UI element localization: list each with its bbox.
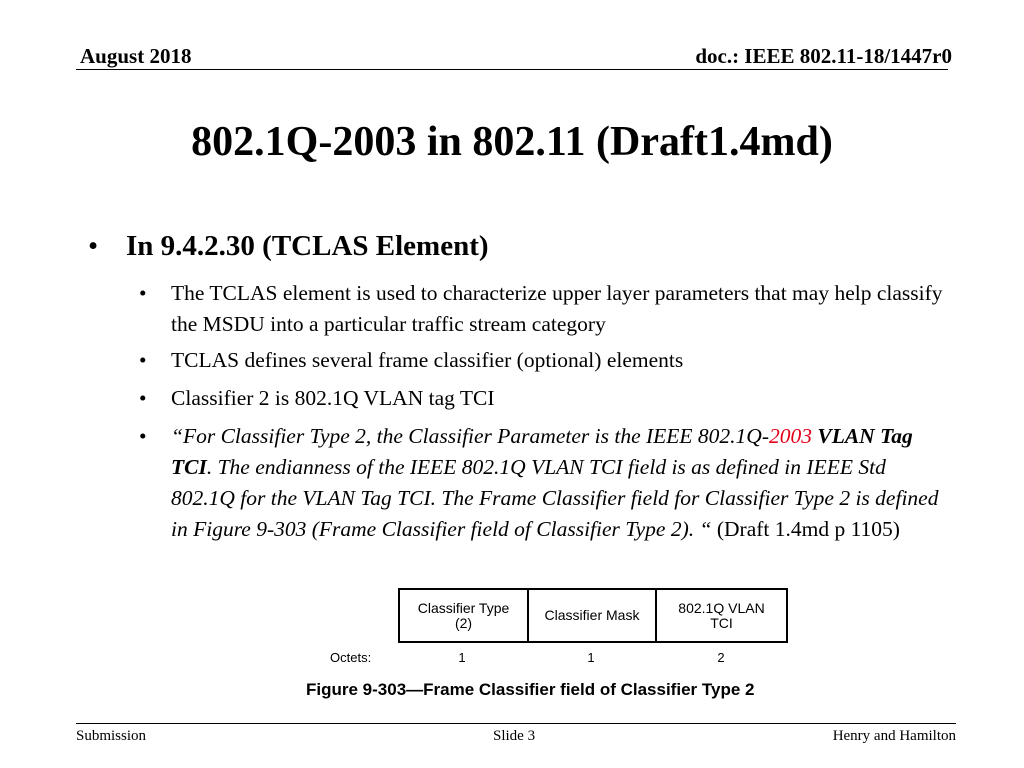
classifier-field-table bbox=[398, 588, 788, 643]
octets-value: 1 bbox=[587, 650, 595, 665]
subbullet-marker: • bbox=[139, 281, 147, 305]
subbullet-marker: • bbox=[139, 348, 147, 372]
octets-value: 1 bbox=[458, 650, 466, 665]
quote-citation: (Draft 1.4md p 1105) bbox=[711, 517, 900, 541]
cell-classifier-type: Classifier Type (2) bbox=[400, 590, 529, 641]
subbullet-text: TCLAS defines several frame classifier (optional) elements bbox=[171, 348, 684, 372]
cell-vlan-tci: 802.1Q VLAN TCI bbox=[678, 599, 765, 631]
footer-rule bbox=[76, 723, 956, 724]
bullet-marker: • bbox=[88, 230, 99, 262]
header-date: August 2018 bbox=[80, 44, 192, 68]
header-rule bbox=[76, 69, 948, 70]
subbullet-marker: • bbox=[139, 386, 147, 410]
subbullet-marker: • bbox=[139, 424, 147, 448]
footer-slide-number: Slide 3 bbox=[493, 728, 536, 744]
slide-title: 802.1Q-2003 in 802.11 (Draft1.4md) bbox=[191, 119, 833, 165]
subbullet-3 bbox=[139, 383, 961, 414]
subbullet-text: The TCLAS element is used to characterize upper layer parameters that may help classify the MSDU into a particular traffic stream category bbox=[171, 281, 943, 336]
subbullet-1 bbox=[139, 278, 961, 340]
subbullet-4-quote bbox=[139, 421, 951, 545]
footer-submission: Submission bbox=[76, 728, 147, 744]
figure-frame-classifier bbox=[306, 588, 800, 708]
quote-bold-term: VLAN Tag TCI bbox=[171, 424, 913, 479]
subbullet-2 bbox=[139, 345, 961, 376]
octets-value: 2 bbox=[717, 650, 725, 665]
figure-caption: Figure 9-303—Frame Classifier field of Classifier Type 2 bbox=[306, 680, 755, 699]
quote-part2: . The endianness of the IEEE 802.1Q VLAN TCI field is as defined in IEEE Std 802.1Q for the VLAN Tag TCI. The Frame Classifier field for Classifier Type 2 is defined in Figure 9-303 (Frame Classifier field of Classifier Type 2). “ bbox=[171, 455, 939, 541]
bullet-text: In 9.4.2.30 (TCLAS Element) bbox=[126, 230, 489, 262]
quote-highlight-year: 2003 bbox=[768, 424, 812, 448]
cell-classifier-mask: Classifier Mask bbox=[529, 590, 657, 641]
footer-authors: Henry and Hamilton bbox=[832, 728, 956, 744]
quote-part1: “For Classifier Type 2, the Classifier Parameter is the IEEE 802.1Q- bbox=[171, 424, 769, 448]
subbullet-text: Classifier 2 is 802.1Q VLAN tag TCI bbox=[171, 386, 495, 410]
octets-label: Octets: bbox=[330, 650, 372, 665]
header-doc-id: doc.: IEEE 802.11-18/1447r0 bbox=[695, 44, 952, 68]
